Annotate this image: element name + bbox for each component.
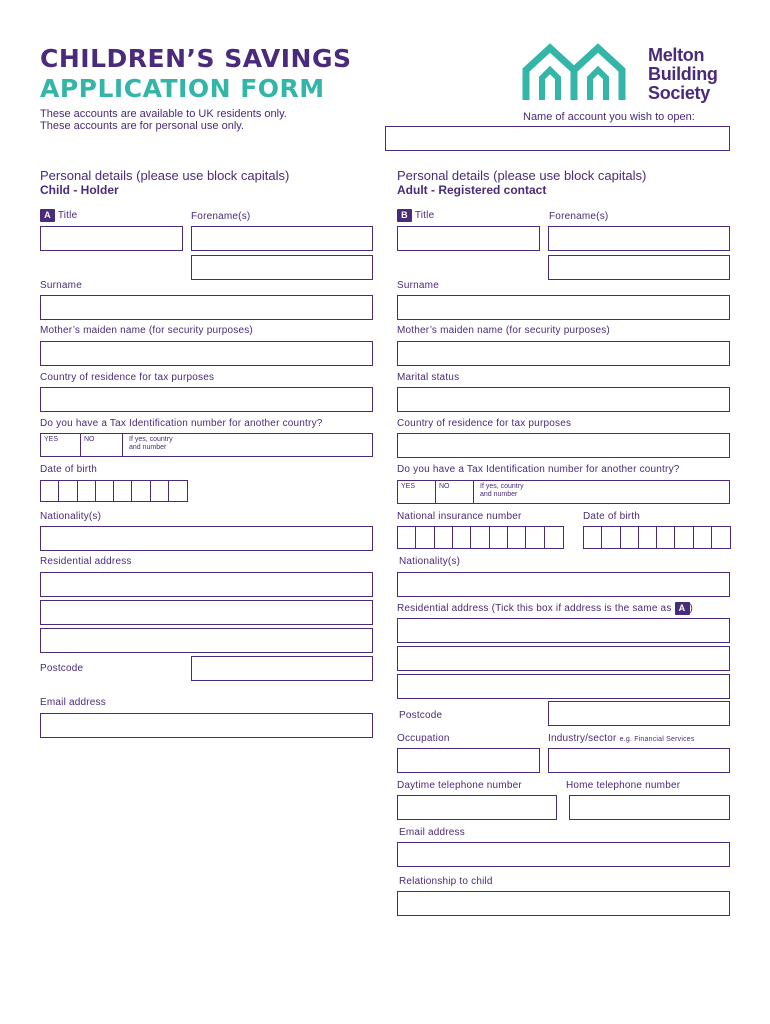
adult-tin-field — [397, 480, 730, 504]
child-address-line-1[interactable] — [40, 572, 373, 597]
child-heading-note: (please use block capitals) — [136, 168, 290, 183]
child-email-label: Email address — [40, 697, 106, 708]
child-address-label: Residential address — [40, 556, 132, 567]
adult-address-line-2[interactable] — [397, 646, 730, 671]
adult-forename-input-2[interactable] — [548, 255, 730, 280]
adult-subheading: Adult - Registered contact — [397, 183, 547, 197]
child-tin-yes-box[interactable]: YES — [41, 434, 81, 456]
account-name-label: Name of account you wish to open: — [523, 111, 695, 123]
form-title-line1: CHILDREN’S SAVINGS — [40, 44, 352, 73]
child-nationality-label: Nationality(s) — [40, 511, 102, 522]
adult-tin-no-box[interactable]: NO — [436, 481, 474, 503]
account-name-input[interactable] — [385, 126, 730, 151]
adult-ni-label: National insurance number — [397, 511, 522, 522]
adult-tin-detail[interactable] — [474, 481, 530, 503]
adult-dob-label: Date of birth — [583, 511, 641, 522]
adult-badge: B — [397, 209, 412, 222]
adult-title-label-row — [397, 209, 434, 222]
adult-postcode-input[interactable] — [548, 701, 730, 726]
child-heading: Personal details — [40, 168, 133, 183]
adult-tax-country-input[interactable] — [397, 433, 730, 458]
logo-line1: Melton — [648, 45, 705, 65]
child-tax-country-label: Country of residence for tax purposes — [40, 372, 215, 383]
adult-tin-question: Do you have a Tax Identification number for another country? — [397, 464, 680, 475]
child-tin-detail-line2: and number — [129, 444, 167, 451]
adult-address-label: Residential address (Tick this box if address is the same as — [397, 603, 672, 615]
child-email-input[interactable] — [40, 713, 373, 738]
child-address-line-2[interactable] — [40, 600, 373, 625]
adult-heading-note: (please use block capitals) — [493, 168, 647, 183]
adult-nationality-input[interactable] — [397, 572, 730, 597]
adult-tax-country-label: Country of residence for tax purposes — [397, 418, 572, 429]
adult-postcode-label: Postcode — [399, 710, 443, 721]
adult-marital-label: Marital status — [397, 372, 460, 383]
adult-occupation-label: Occupation — [397, 733, 450, 744]
adult-industry-example: e.g. Financial Services — [619, 736, 695, 743]
adult-industry-label: Industry/sector — [548, 733, 617, 744]
adult-day-phone-label: Daytime telephone number — [397, 780, 522, 791]
child-tin-detail-line1: If yes, country — [129, 436, 173, 443]
child-tin-question: Do you have a Tax Identification number for another country? — [40, 418, 323, 429]
adult-relationship-label: Relationship to child — [399, 876, 493, 887]
adult-address-line-3[interactable] — [397, 674, 730, 699]
adult-title-label: Title — [414, 210, 435, 222]
adult-occupation-input[interactable] — [397, 748, 540, 773]
personal-use-note: These accounts are for personal use only. — [40, 120, 245, 132]
child-maiden-label: Mother’s maiden name (for security purposes) — [40, 325, 253, 336]
child-dob-input[interactable] — [40, 480, 188, 502]
child-surname-label: Surname — [40, 280, 82, 291]
adult-email-label: Email address — [399, 827, 465, 838]
adult-marital-input[interactable] — [397, 387, 730, 412]
child-title-label: Title — [57, 210, 78, 222]
child-tin-detail[interactable] — [123, 434, 179, 456]
adult-email-input[interactable] — [397, 842, 730, 867]
child-section-heading — [40, 168, 289, 183]
child-forename-input-1[interactable] — [191, 226, 373, 251]
adult-section-heading — [397, 168, 646, 183]
child-surname-input[interactable] — [40, 295, 373, 320]
adult-maiden-input[interactable] — [397, 341, 730, 366]
child-subheading: Child - Holder — [40, 183, 119, 197]
adult-title-input[interactable] — [397, 226, 540, 251]
adult-industry-input[interactable] — [548, 748, 730, 773]
adult-address-label-close: ) — [689, 603, 694, 615]
adult-heading: Personal details — [397, 168, 490, 183]
adult-tin-detail-line2: and number — [480, 491, 518, 498]
child-badge: A — [40, 209, 55, 222]
residency-note: These accounts are available to UK residents only. — [40, 108, 287, 120]
adult-home-phone-label: Home telephone number — [566, 780, 681, 791]
child-tin-field — [40, 433, 373, 457]
adult-address-label-row — [397, 602, 693, 615]
child-tax-country-input[interactable] — [40, 387, 373, 412]
adult-tin-detail-line1: If yes, country — [480, 483, 524, 490]
adult-forename-label: Forename(s) — [549, 211, 609, 222]
logo-line3: Society — [648, 83, 710, 103]
child-postcode-input[interactable] — [191, 656, 373, 681]
adult-surname-input[interactable] — [397, 295, 730, 320]
child-tin-no-box[interactable]: NO — [81, 434, 123, 456]
child-dob-label: Date of birth — [40, 464, 98, 475]
child-postcode-label: Postcode — [40, 663, 84, 674]
adult-surname-label: Surname — [397, 280, 439, 291]
adult-relationship-input[interactable] — [397, 891, 730, 916]
child-title-label-row — [40, 209, 77, 222]
form-title-line2: APPLICATION FORM — [40, 74, 325, 103]
child-address-line-3[interactable] — [40, 628, 373, 653]
child-forename-label: Forename(s) — [191, 211, 251, 222]
child-maiden-input[interactable] — [40, 341, 373, 366]
adult-day-phone-input[interactable] — [397, 795, 557, 820]
child-nationality-input[interactable] — [40, 526, 373, 551]
adult-tin-yes-box[interactable]: YES — [398, 481, 436, 503]
adult-nationality-label: Nationality(s) — [399, 556, 461, 567]
melton-logo-icon — [522, 42, 640, 102]
adult-address-line-1[interactable] — [397, 618, 730, 643]
adult-dob-input[interactable] — [583, 526, 731, 549]
child-forename-input-2[interactable] — [191, 255, 373, 280]
adult-ni-input[interactable] — [397, 526, 564, 549]
adult-home-phone-input[interactable] — [569, 795, 730, 820]
logo-line2: Building — [648, 64, 718, 84]
adult-maiden-label: Mother’s maiden name (for security purposes) — [397, 325, 610, 336]
adult-industry-label-row — [548, 733, 695, 744]
child-title-input[interactable] — [40, 226, 183, 251]
adult-forename-input-1[interactable] — [548, 226, 730, 251]
same-address-checkbox[interactable]: A — [675, 602, 690, 615]
